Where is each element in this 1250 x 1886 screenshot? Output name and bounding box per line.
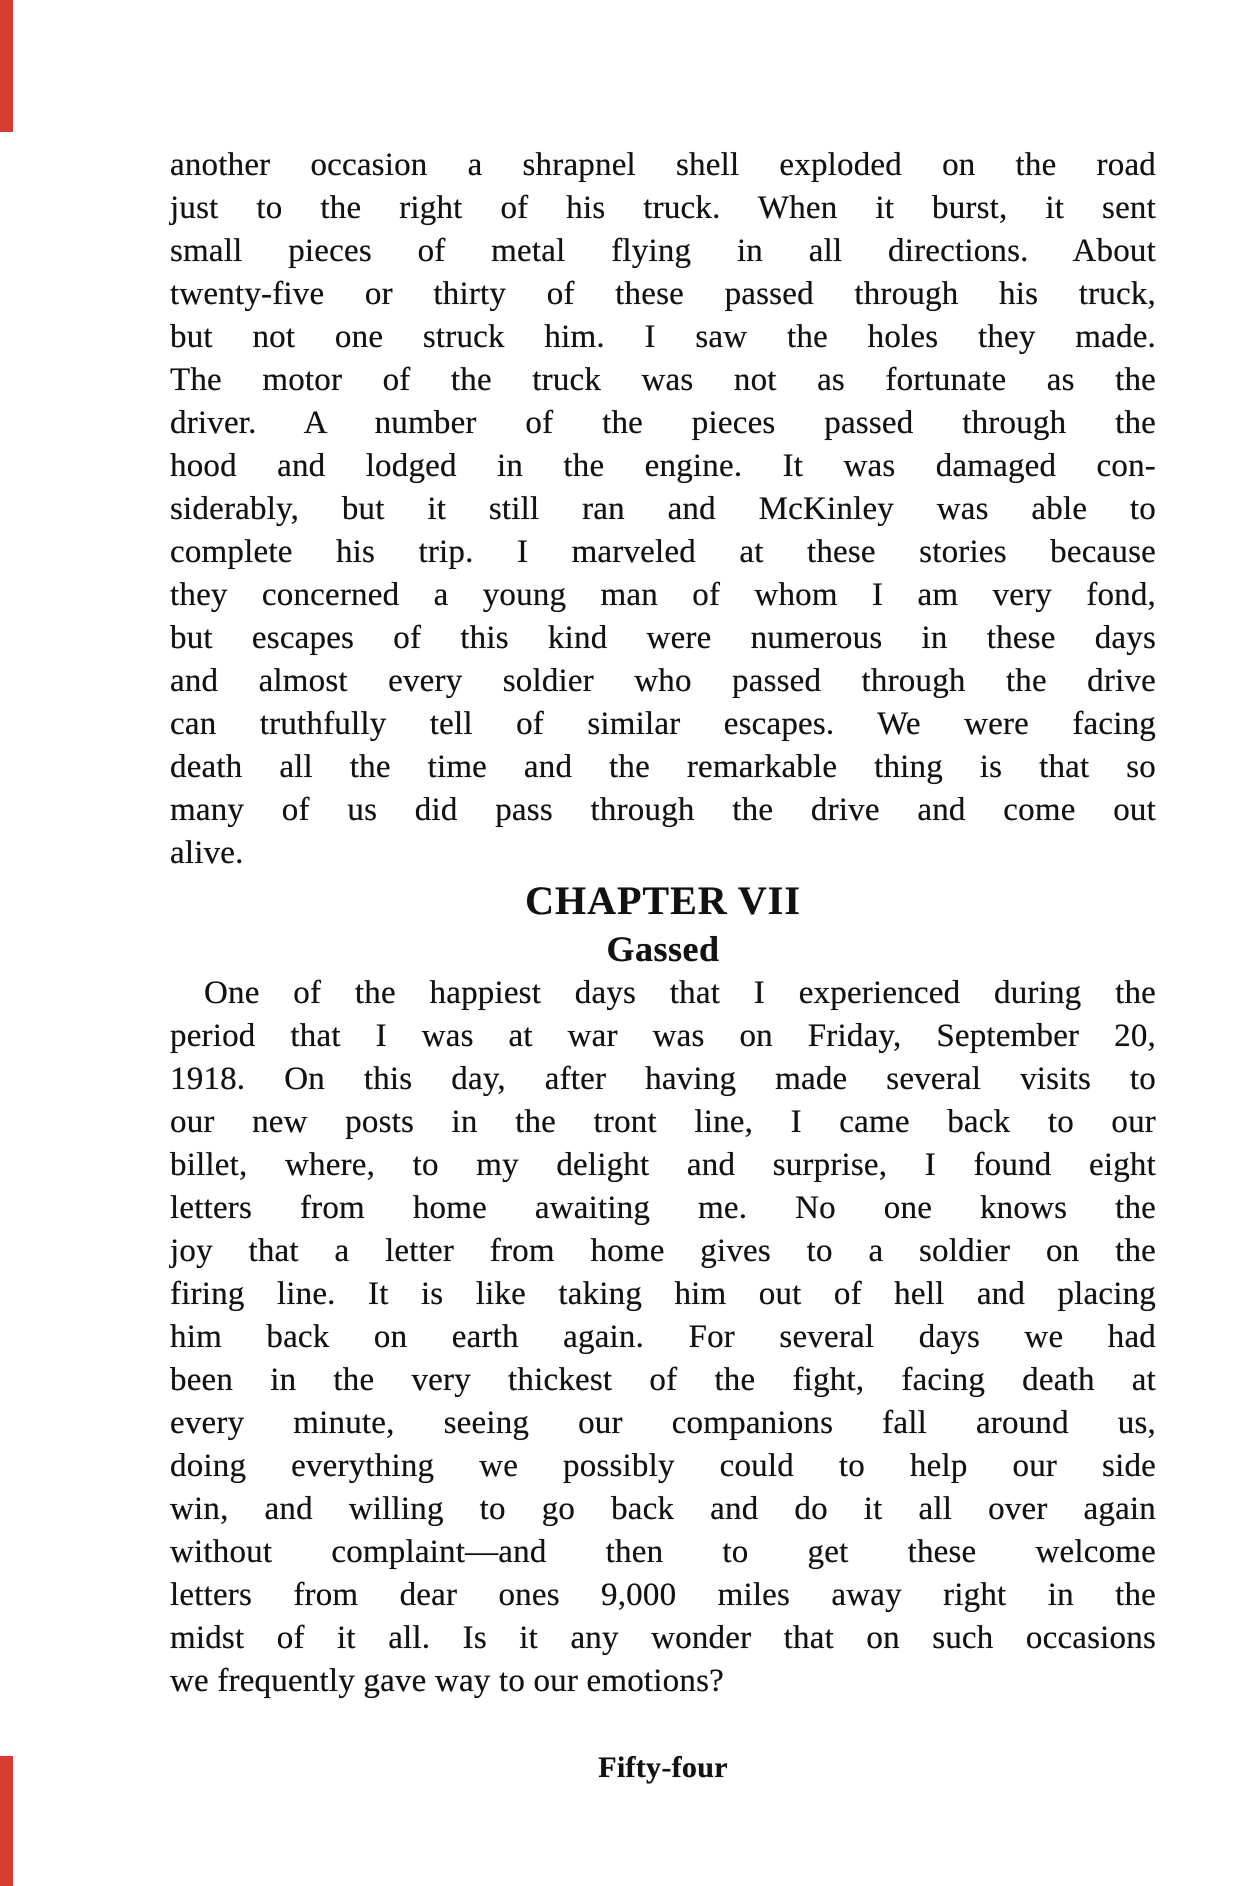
text-line: One of the happiest days that I experienced during the <box>204 975 1156 1011</box>
text-line: joy that a letter from home gives to a soldier on the <box>170 1233 1156 1269</box>
scan-edge-mark-bottom <box>0 1756 13 1886</box>
text-line: midst of it all. Is it any wonder that on such occasions <box>170 1620 1156 1656</box>
text-line: letters from dear ones 9,000 miles away right in the <box>170 1577 1156 1613</box>
text-line: win, and willing to go back and do it all over again <box>170 1491 1156 1527</box>
text-line: complete his trip. I marveled at these stories because <box>170 534 1156 570</box>
text-line: but escapes of this kind were numerous in these days <box>170 620 1156 656</box>
text-line: firing line. It is like taking him out of hell and placing <box>170 1276 1156 1312</box>
text-line: without complaint—and then to get these welcome <box>170 1534 1156 1570</box>
text-line: period that I was at war was on Friday, September 20, <box>170 1018 1156 1054</box>
page-number: Fifty-four <box>598 1751 728 1784</box>
text-line: him back on earth again. For several days we had <box>170 1319 1156 1355</box>
text-line: just to the right of his truck. When it burst, it sent <box>170 190 1156 226</box>
text-line: another occasion a shrapnel shell exploded on the road <box>170 147 1156 183</box>
text-line: our new posts in the tront line, I came back to our <box>170 1104 1156 1140</box>
text-line: many of us did pass through the drive and come out <box>170 792 1156 828</box>
text-line: siderably, but it still ran and McKinley was able to <box>170 491 1156 527</box>
text-line: doing everything we possibly could to help our side <box>170 1448 1156 1484</box>
text-line: small pieces of metal flying in all directions. About <box>170 233 1156 269</box>
chapter-subtitle: Gassed <box>606 929 720 969</box>
text-line: alive. <box>170 835 244 871</box>
paragraph-gassed <box>170 972 1156 1703</box>
text-line: can truthfully tell of similar escapes. We were facing <box>170 706 1156 742</box>
text-line: but not one struck him. I saw the holes they made. <box>170 319 1156 355</box>
text-line: twenty-five or thirty of these passed through his truck, <box>170 276 1156 312</box>
paragraph-continuation <box>170 144 1156 875</box>
text-line: billet, where, to my delight and surprise, I found eight <box>170 1147 1156 1183</box>
text-line: and almost every soldier who passed through the drive <box>170 663 1156 699</box>
text-line: every minute, seeing our companions fall around us, <box>170 1405 1156 1441</box>
text-line: letters from home awaiting me. No one knows the <box>170 1190 1156 1226</box>
chapter-heading: CHAPTER VII <box>525 878 801 923</box>
text-block <box>170 144 1156 1786</box>
scan-edge-mark-top <box>0 0 13 132</box>
text-line: The motor of the truck was not as fortunate as the <box>170 362 1156 398</box>
text-line: death all the time and the remarkable thing is that so <box>170 749 1156 785</box>
text-line: 1918. On this day, after having made several visits to <box>170 1061 1156 1097</box>
text-line: been in the very thickest of the fight, facing death at <box>170 1362 1156 1398</box>
text-line: driver. A number of the pieces passed through the <box>170 405 1156 441</box>
text-line: they concerned a young man of whom I am very fond, <box>170 577 1156 613</box>
text-line: hood and lodged in the engine. It was damaged con- <box>170 448 1156 484</box>
text-line: we frequently gave way to our emotions? <box>170 1663 724 1699</box>
